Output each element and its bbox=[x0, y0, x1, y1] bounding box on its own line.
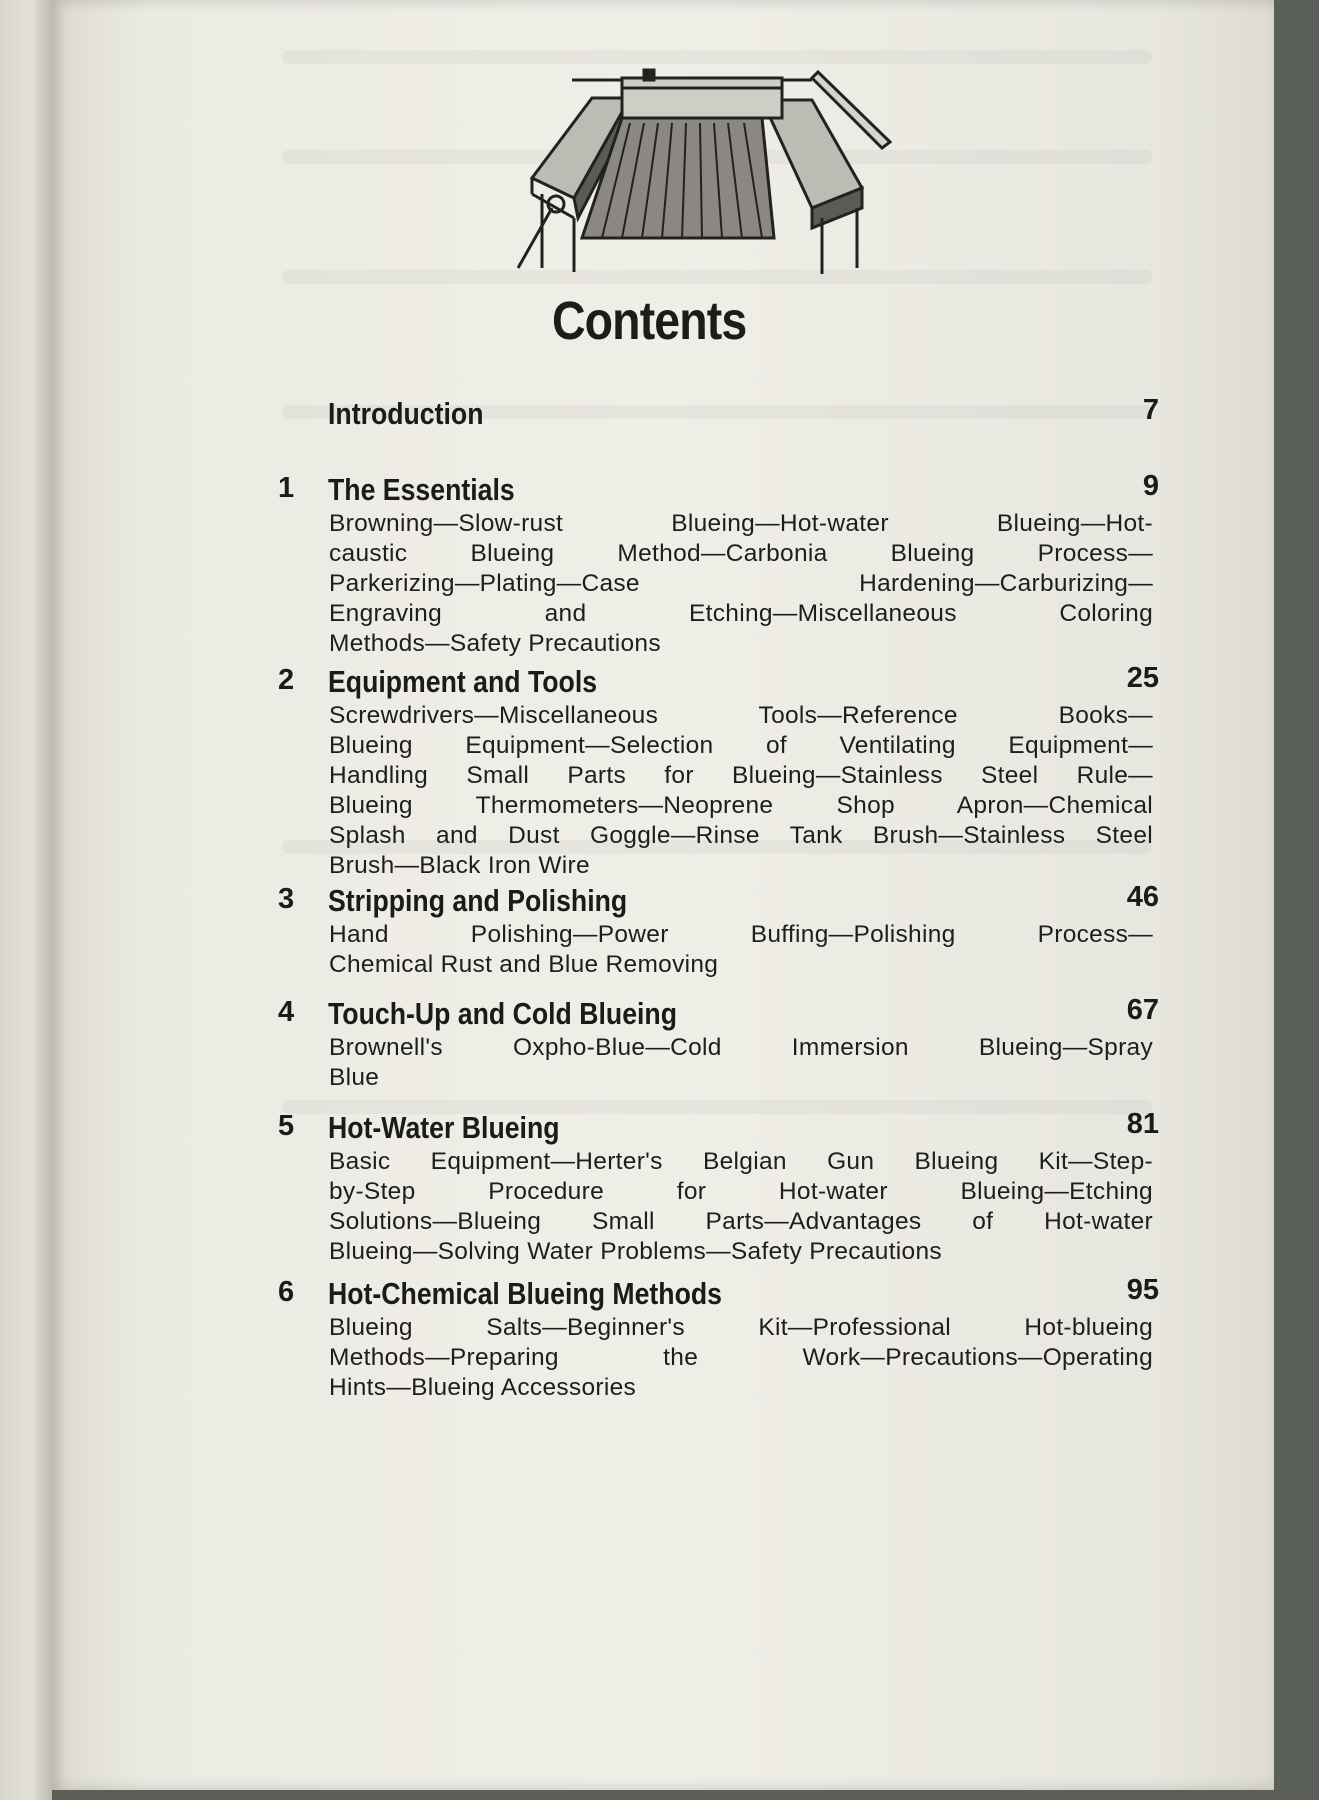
topic-line: Handling Small Parts for Blueing—Stainless Steel Rule— bbox=[329, 762, 1153, 789]
topic-line: Methods—Safety Precautions bbox=[329, 630, 661, 657]
topic-line: Screwdrivers—Miscellaneous Tools—Reference Books— bbox=[329, 702, 1153, 729]
topic-line: Blueing Salts—Beginner's Kit—Professional Hot-blueing bbox=[329, 1314, 1153, 1341]
toc-page-number: 7 bbox=[1142, 394, 1159, 426]
chapter-topics bbox=[329, 1147, 1153, 1267]
chapter-title: Touch-Up and Cold Blueing bbox=[328, 996, 678, 1031]
chapter-title: The Essentials bbox=[328, 472, 515, 507]
topic-line: Methods—Preparing the Work—Precautions—Operating bbox=[329, 1344, 1153, 1371]
chapter-title: Hot-Chemical Blueing Methods bbox=[328, 1276, 723, 1311]
topic-line: Blue bbox=[329, 1064, 380, 1091]
chapter-topics bbox=[329, 1313, 1153, 1403]
topic-line: Parkerizing—Plating—Case Hardening—Carburizing— bbox=[329, 570, 1153, 597]
topic-line: by-Step Procedure for Hot-water Blueing—Etching bbox=[329, 1178, 1153, 1205]
topic-line: Hints—Blueing Accessories bbox=[329, 1374, 637, 1401]
topic-line: Blueing Equipment—Selection of Ventilating Equipment— bbox=[329, 732, 1153, 759]
chapter-number: 5 bbox=[278, 1110, 295, 1142]
topic-line: Blueing Thermometers—Neoprene Shop Apron—Chemical bbox=[329, 792, 1153, 819]
chapter-number: 1 bbox=[278, 472, 295, 504]
chapter-number: 4 bbox=[278, 996, 295, 1028]
chapter-topics bbox=[329, 920, 1153, 980]
toc-page-number: 9 bbox=[1142, 470, 1159, 502]
toc-page-number: 81 bbox=[1126, 1108, 1159, 1140]
topic-line: Brownell's Oxpho-Blue—Cold Immersion Blueing—Spray bbox=[329, 1034, 1153, 1061]
show-through bbox=[282, 50, 1152, 64]
topic-line: Chemical Rust and Blue Removing bbox=[329, 951, 719, 978]
chapter-title: Stripping and Polishing bbox=[328, 883, 628, 918]
chapter-title: Equipment and Tools bbox=[328, 664, 598, 699]
chapter-title: Hot-Water Blueing bbox=[328, 1110, 560, 1145]
page-title: Contents bbox=[552, 291, 747, 351]
toc-page-number: 95 bbox=[1126, 1274, 1159, 1306]
chapter-topics bbox=[329, 701, 1153, 881]
topic-line: Engraving and Etching—Miscellaneous Coloring bbox=[329, 600, 1153, 627]
toc-entry-title: Introduction bbox=[328, 396, 484, 431]
blueing-tank-illustration bbox=[512, 68, 932, 280]
chapter-topics bbox=[329, 509, 1153, 659]
topic-line: Basic Equipment—Herter's Belgian Gun Blueing Kit—Step- bbox=[329, 1148, 1153, 1175]
topic-line: Brush—Black Iron Wire bbox=[329, 852, 590, 879]
toc-page-number: 67 bbox=[1126, 994, 1159, 1026]
contents-page bbox=[52, 0, 1274, 1790]
toc-page-number: 46 bbox=[1126, 881, 1159, 913]
chapter-topics bbox=[329, 1033, 1153, 1093]
topic-line: Blueing—Solving Water Problems—Safety Precautions bbox=[329, 1238, 942, 1265]
topic-line: Browning—Slow-rust Blueing—Hot-water Blueing—Hot- bbox=[329, 510, 1153, 537]
topic-line: Solutions—Blueing Small Parts—Advantages of Hot-water bbox=[329, 1208, 1153, 1235]
toc-page-number: 25 bbox=[1126, 662, 1159, 694]
topic-line: caustic Blueing Method—Carbonia Blueing Process— bbox=[329, 540, 1153, 567]
chapter-number: 6 bbox=[278, 1276, 295, 1308]
chapter-number: 2 bbox=[278, 664, 295, 696]
chapter-number: 3 bbox=[278, 883, 295, 915]
facing-page-edge bbox=[0, 0, 52, 1800]
topic-line: Splash and Dust Goggle—Rinse Tank Brush—Stainless Steel bbox=[329, 822, 1153, 849]
topic-line: Hand Polishing—Power Buffing—Polishing Process— bbox=[329, 921, 1153, 948]
